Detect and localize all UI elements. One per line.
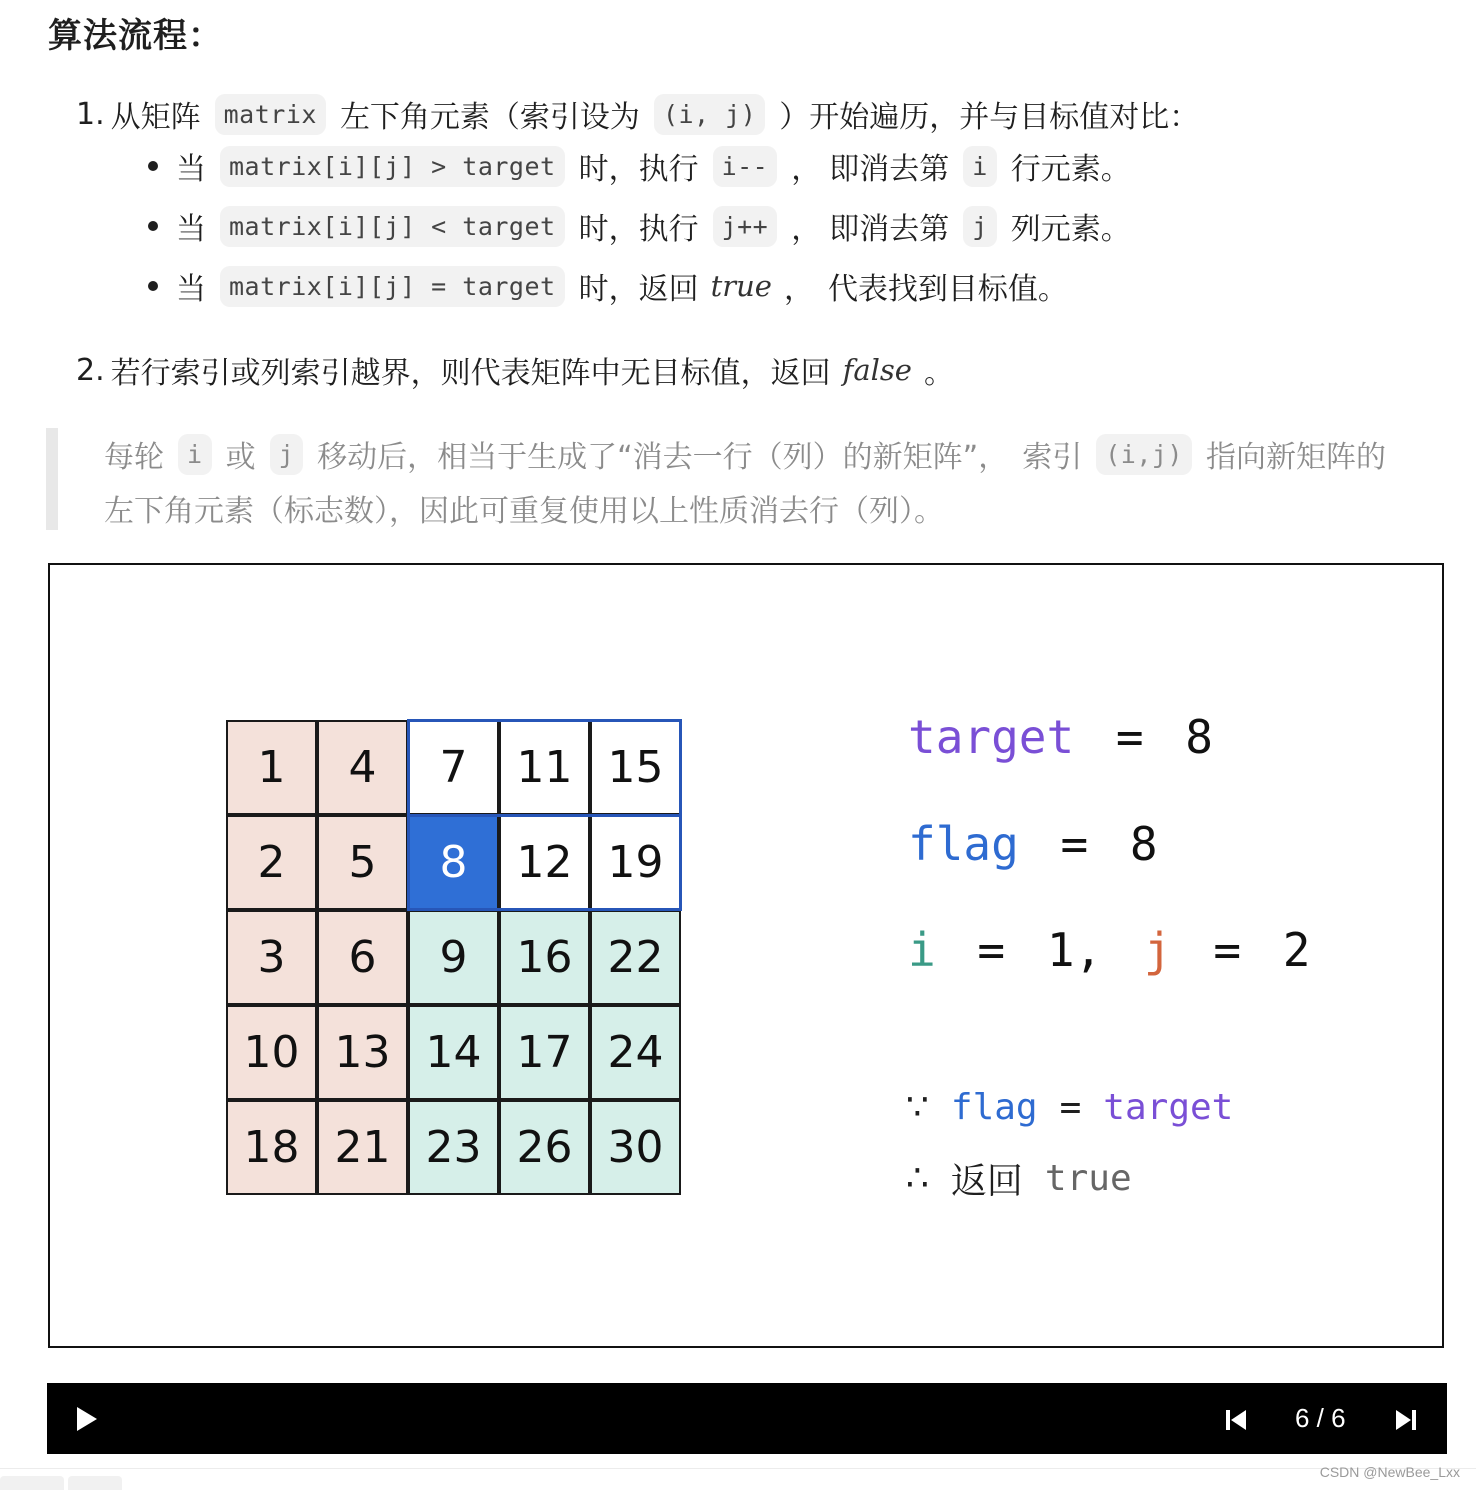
inline-code: (i, j) [654, 94, 765, 135]
matrix-cell: 12 [499, 815, 590, 910]
next-icon[interactable] [1395, 1409, 1417, 1431]
bullet-item [148, 264, 1068, 308]
inline-code: matrix[i][j] < target [220, 206, 565, 247]
matrix-cell: 6 [317, 910, 408, 1005]
matrix-cell: 15 [590, 720, 681, 815]
matrix-cell: 2 [226, 815, 317, 910]
bullet-text: 行元素。 [1010, 152, 1131, 187]
previous-icon[interactable] [1225, 1409, 1247, 1431]
i-label: i [908, 923, 936, 977]
bullet-text: 当 [176, 272, 206, 307]
bullet-text: 当 [176, 212, 206, 247]
matrix-cell: 1 [226, 720, 317, 815]
flag-label: flag [950, 1087, 1038, 1128]
bullet-text: 即消去第 [829, 152, 950, 187]
slide-counter: 6 / 6 [1295, 1403, 1346, 1433]
matrix-cell: 17 [499, 1005, 590, 1100]
bullet-item [148, 144, 1131, 188]
matrix-cell: 16 [499, 910, 590, 1005]
section-title: 算法流程： [48, 16, 223, 56]
bottom-tab[interactable] [0, 1476, 64, 1490]
step-number: 2. [76, 352, 105, 388]
bottom-tab[interactable] [68, 1476, 122, 1490]
bullet-text: ， [791, 152, 822, 187]
bullet-text: 时，返回 [578, 272, 699, 307]
return-value: true [1044, 1158, 1132, 1199]
bottom-bar [0, 1468, 1476, 1491]
matrix-cell: 14 [408, 1005, 499, 1100]
animation-canvas [48, 563, 1444, 1348]
inline-code: i [963, 146, 997, 187]
bullet-text: 即消去第 [829, 212, 950, 247]
flag-label: flag [908, 817, 1019, 871]
inline-code: (i,j) [1096, 434, 1192, 475]
matrix-cell: 3 [226, 910, 317, 1005]
bullet-dot-icon [148, 161, 158, 171]
player-controls [47, 1383, 1447, 1454]
inline-code: j [963, 206, 997, 247]
step-1 [76, 92, 1199, 136]
target-label: target [1103, 1087, 1234, 1128]
step-text: 左下角元素（索引设为 [339, 100, 640, 135]
inline-code: i-- [713, 146, 778, 187]
inline-code: matrix [215, 94, 326, 135]
quote-text: 或 [225, 440, 256, 475]
matrix-cell: 8 [408, 815, 499, 910]
inline-code: j [270, 434, 304, 475]
equals-sign: = [1115, 710, 1144, 764]
inline-code: matrix[i][j] > target [220, 146, 565, 187]
matrix-grid [226, 720, 683, 1195]
bullet-dot-icon [148, 281, 158, 291]
target-value: 8 [1185, 710, 1213, 764]
bullet-text: ， [791, 212, 822, 247]
matrix-cell: 11 [499, 720, 590, 815]
matrix-cell: 30 [590, 1100, 681, 1195]
flag-value: 8 [1129, 817, 1158, 871]
step-text: 从矩阵 [110, 100, 201, 135]
step-number: 1. [76, 96, 105, 132]
matrix-cell: 9 [408, 910, 499, 1005]
matrix-cell: 23 [408, 1100, 499, 1195]
flag-line [908, 817, 1158, 871]
matrix-cell: 4 [317, 720, 408, 815]
i-value: 1, [1046, 923, 1103, 977]
bullet-text: ， [783, 272, 814, 307]
equals-sign: = [977, 923, 1006, 977]
index-line [908, 923, 1310, 977]
matrix-cell: 10 [226, 1005, 317, 1100]
target-label: target [908, 710, 1075, 764]
quote-text: 移动后，相当于生成了“消去一行（列）的新矩阵”， [317, 440, 1009, 475]
because-line [906, 1087, 1233, 1128]
quote-text: 左下角元素（标志数），因此可重复使用以上性质消去行（列）。 [104, 494, 944, 529]
matrix-cell: 21 [317, 1100, 408, 1195]
math-true: true [710, 269, 772, 303]
j-value: 2 [1282, 923, 1311, 977]
target-line [908, 710, 1213, 764]
bullet-text: 时，执行 [578, 212, 699, 247]
matrix-cell: 5 [317, 815, 408, 910]
step-text: 若行索引或列索引越界，则代表矩阵中无目标值，返回 [110, 356, 831, 391]
bullet-text: 代表找到目标值。 [827, 272, 1068, 307]
matrix-cell: 7 [408, 720, 499, 815]
therefore-line [906, 1153, 1132, 1204]
watermark: CSDN @NewBee_Lxx [1319, 1464, 1460, 1480]
matrix-cell: 22 [590, 910, 681, 1005]
inline-code: matrix[i][j] = target [220, 266, 565, 307]
equals-sign: = [1060, 817, 1089, 871]
quote-text: 每轮 [104, 440, 164, 475]
quote-text: 指向新矩阵的 [1205, 440, 1386, 475]
inline-code: j++ [713, 206, 778, 247]
return-text: 返回 [950, 1161, 1023, 1202]
matrix-cell: 26 [499, 1100, 590, 1195]
step-text: ）开始遍历，并与目标值对比： [779, 100, 1200, 135]
step-text: 。 [923, 356, 954, 391]
bullet-dot-icon [148, 221, 158, 231]
j-label: j [1143, 923, 1172, 977]
equals-sign: = [1213, 923, 1242, 977]
quote-line [104, 432, 1386, 476]
equals-sign: = [1059, 1087, 1082, 1128]
math-false: false [842, 353, 912, 387]
bullet-item [148, 204, 1131, 248]
therefore-symbol: ∴ [906, 1158, 929, 1199]
bullet-text: 当 [176, 152, 206, 187]
quote-line [104, 486, 944, 530]
quote-text: 索引 [1022, 440, 1083, 475]
because-symbol: ∵ [906, 1087, 929, 1128]
play-icon[interactable] [77, 1407, 97, 1431]
inline-code: i [178, 434, 212, 475]
step-2 [76, 348, 954, 392]
bullet-text: 时，执行 [578, 152, 699, 187]
matrix-cell: 18 [226, 1100, 317, 1195]
blockquote [46, 428, 1458, 530]
matrix-cell: 13 [317, 1005, 408, 1100]
bullet-text: 列元素。 [1010, 212, 1131, 247]
matrix-cell: 19 [590, 815, 681, 910]
matrix-cell: 24 [590, 1005, 681, 1100]
